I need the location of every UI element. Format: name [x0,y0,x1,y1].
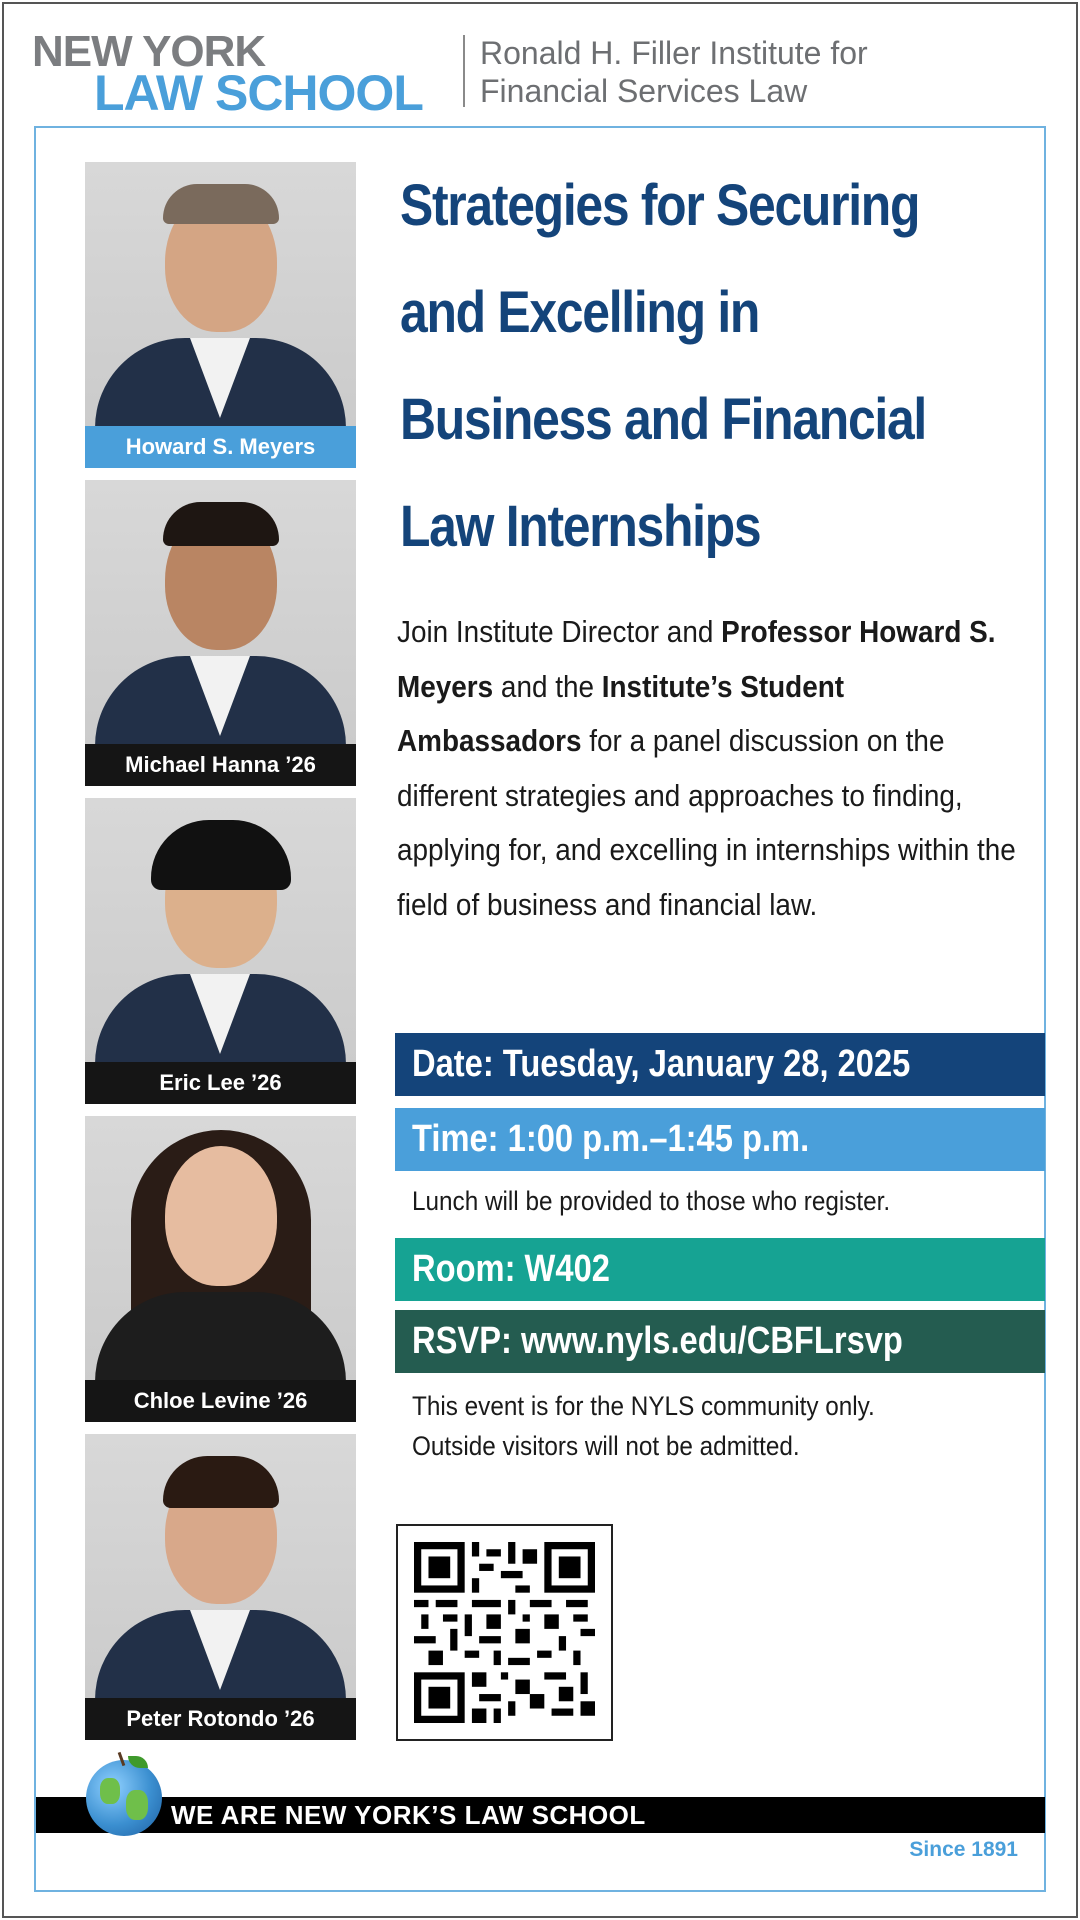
logo-line-2: LAW SCHOOL [94,65,423,121]
speaker-hair [151,820,291,890]
tagline: WE ARE NEW YORK’S LAW SCHOOL [171,1800,646,1830]
institute-name [480,34,868,110]
institute-name-line-2: Financial Services Law [480,73,808,109]
description-text: for a panel discussion on the different strategies and approaches to finding, applying for, and excelling in internships within the field of business and financial law. [397,723,1016,922]
lunch-note: Lunch will be provided to those who register. [412,1186,891,1216]
community-note-line-1: This event is for the NYLS community only. [412,1391,875,1421]
event-title-line: Strategies for Securing [400,173,920,238]
speaker-hair [163,502,279,546]
event-time: Time: 1:00 p.m.–1:45 p.m. [412,1118,810,1160]
speaker-caption: Peter Rotondo ’26 [85,1698,356,1740]
institute-name-line-1: Ronald H. Filler Institute for [480,35,868,71]
speaker-photo [85,1434,356,1740]
date-bar [395,1033,1045,1096]
nyls-logo [32,27,452,121]
community-note-line-2: Outside visitors will not be admitted. [412,1431,800,1461]
speaker-hair [163,1456,279,1508]
speaker-photo [85,162,356,468]
event-title [400,152,1019,580]
event-title-line: Business and Financial [400,387,927,452]
event-room: Room: W402 [412,1248,610,1290]
speaker-hair [163,184,279,224]
rsvp-qr-code[interactable] [396,1524,613,1741]
speaker-caption: Eric Lee ’26 [85,1062,356,1104]
speaker-caption: Chloe Levine ’26 [85,1380,356,1422]
speaker-caption: Michael Hanna ’26 [85,744,356,786]
speaker-face [165,1146,277,1286]
globe-apple-icon [86,1760,162,1836]
globe-land [126,1790,148,1820]
description-bold: Institute’s Student Ambassadors [397,668,845,758]
since-year: Since 1891 [909,1838,1018,1861]
speaker-photo [85,798,356,1104]
header-divider [463,35,465,107]
description-text: and the [493,668,602,704]
community-note [412,1386,875,1466]
event-description [397,605,1027,932]
speaker-caption: Howard S. Meyers [85,426,356,468]
rsvp-bar[interactable] [395,1310,1045,1373]
time-bar [395,1108,1045,1171]
room-bar [395,1238,1045,1301]
description-text: Join Institute Director and [397,614,722,649]
qr-code-pattern [414,1542,595,1723]
event-title-line: and Excelling in [400,280,760,345]
event-date: Date: Tuesday, January 28, 2025 [412,1043,911,1085]
event-title-line: Law Internships [400,494,761,559]
logo-line-1: NEW YORK [32,27,266,76]
speaker-photo [85,480,356,786]
rsvp-link[interactable]: RSVP: www.nyls.edu/CBFLrsvp [412,1320,903,1362]
description-bold: Professor Howard S. Meyers [397,614,996,704]
speaker-photo [85,1116,356,1422]
globe-land [100,1778,120,1804]
